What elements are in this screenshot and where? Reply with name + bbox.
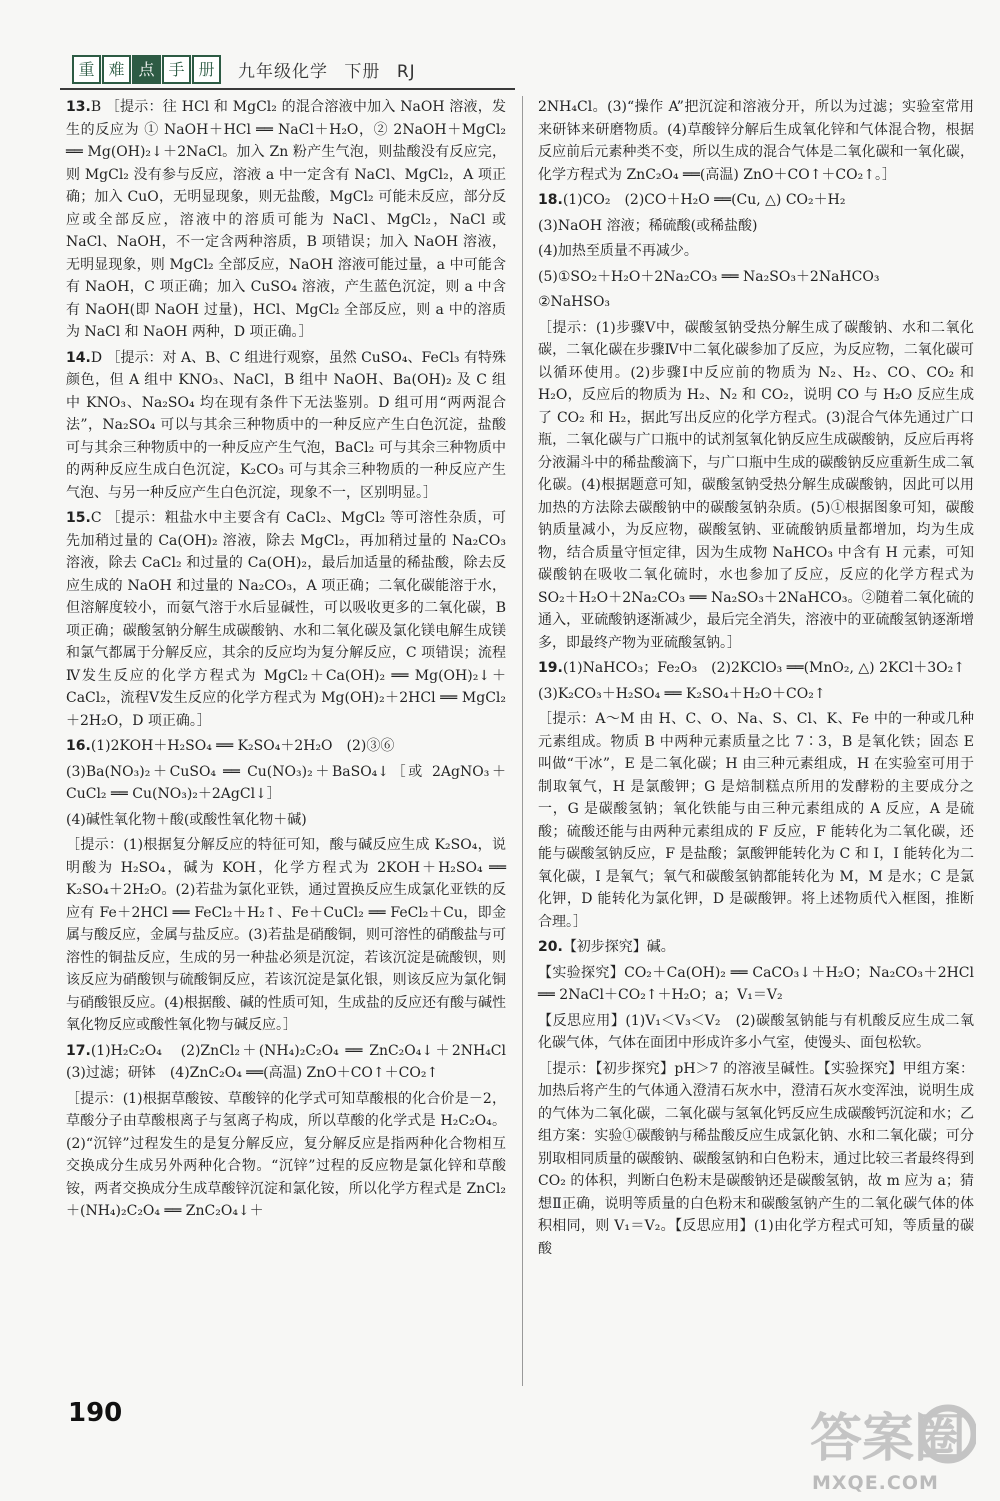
answer-paragraph	[538, 240, 974, 263]
logo-char: 难	[102, 55, 131, 84]
subject-title: 九年级化学	[238, 61, 328, 82]
answer-text: C ［提示：粗盐水中主要含有 CaCl₂、MgCl₂ 等可溶性杂质，可先加稍过量的 Ca(OH)₂ 溶液，除去 MgCl₂，再加稍过量的 Na₂CO₃ 溶液，除去 CaCl₂ 和过量的 Ca(OH)₂，最后加适量的稀盐酸，除去反应生成的 NaOH 和过量的 Na₂CO₃，A 项正确；二氧化碳能溶于水，但溶解度较小，而氨气溶于水后显碱性，可以吸收更多的二氧化碳，B 项正确；碳酸氢钠分解生成碳酸钠、水和二氧化碳及氯化镁电解生成镁和氯气都属于分解反应，其余的反应均为复分解反应，C 项错误；流程Ⅳ发生反应的化学方程式为 MgCl₂＋Ca(OH)₂ ══ Mg(OH)₂↓＋CaCl₂，流程Ⅴ发生反应的化学方程式为 Mg(OH)₂＋2HCl ══ MgCl₂＋2H₂O，D 项正确。］	[66, 510, 506, 729]
answer-paragraph	[66, 1040, 520, 1085]
answer-paragraph	[538, 962, 974, 1007]
answer-text: D ［提示：对 A、B、C 组进行观察，虽然 CuSO₄、FeCl₃ 有特殊颜色，但 A 组中 KNO₃、NaCl，B 组中 NaOH、Ba(OH)₂ 及 C 组中 KNO₃、Na₂SO₄ 均在现有条件下无法鉴别。D 组可用“两两混合法”，Na₂SO₄ 可以与其余三种物质中的一种反应产生白色沉淀，盐酸可与其余三种物质中的一种反应产生气泡，BaCl₂ 可与其余三种物质中的两种反应生成白色沉淀，K₂CO₃ 可与其余三种物质的一种反应产生气泡、与另一种反应产生白色沉淀，现象不一，区别明显。］	[66, 349, 506, 501]
answer-text: (4)加热至质量不再减少。	[538, 243, 698, 259]
answer-paragraph	[66, 761, 506, 806]
question-number: 13.	[66, 99, 91, 115]
answer-paragraph	[538, 1058, 974, 1261]
answer-item	[538, 96, 974, 186]
answer-text: 【反思应用】(1)V₁＜V₃＜V₂ (2)碳酸氢钠能与有机酸反应生成二氧化碳气体，气体在面团中形成许多小气室，使馒头、面包松软。	[538, 1012, 974, 1051]
answer-text: ［提示：(1)根据草酸铵、草酸锌的化学式可知草酸根的化合价是－2，草酸分子由草酸根离子与氢离子构成，所以草酸的化学式是 H₂C₂O₄。(2)“沉锌”过程发生的是复分解反应，复分解反应是指两种化合物相互交换成分生成另外两种化合物。“沉锌”过程的反应物是氯化锌和草酸铵，两者交换成分生成草酸锌沉淀和氯化铵，所以化学方程式是 ZnCl₂＋(NH₄)₂C₂O₄ ══ ZnC₂O₄↓＋	[66, 1090, 506, 1219]
answer-text: (5)①SO₂＋H₂O＋2Na₂CO₃ ══ Na₂SO₃＋2NaHCO₃	[538, 268, 880, 285]
answer-item	[66, 735, 506, 1037]
watermark-main-text: 答案圈	[810, 1409, 967, 1469]
answer-text: (4)碱性氧化物＋酸(或酸性氧化物＋碱)	[66, 811, 307, 828]
answer-text: ［提示：(1)步骤Ⅴ中，碳酸氢钠受热分解生成了碳酸钠、水和二氧化碳，二氧化碳在步骤Ⅳ中二氧化碳参加了反应，为反应物，二氧化碳可以循环使用。(2)步骤Ⅰ中反应前的物质为 N₂、H₂、CO、CO₂ 和 H₂O，反应后的物质为 H₂、N₂ 和 CO₂，说明 CO 与 H₂O 反应生成了 CO₂ 和 H₂，据此写出反应的化学方程式。(3)混合气体先通过广口瓶，二氧化碳与广口瓶中的试剂氢氧化钠反应生成碳酸钠，反应后再将分液漏斗中的稀盐酸滴下，与广口瓶中生成的碳酸钠反应重新生成二氧化碳。(4)根据题意可知，碳酸氢钠受热分解生成碳酸钠，因此可以用加热的方法除去碳酸钠中的碳酸氢钠杂质。(5)①根据图象可知，碳酸钠质量减小，为反应物，碳酸氢钠、亚硫酸钠质量都增加，均为生成物，结合质量守恒定律，因为生成物 NaHCO₃ 中含有 H 元素，可知碳酸钠在吸收二氧化硫时，水也参加了反应，反应的化学方程式为 SO₂＋H₂O＋2Na₂CO₃ ══ Na₂SO₃＋2NaHCO₃。②随着二氧化硫的通入，亚硫酸钠逐渐减少，最后完全消失，溶液中的亚硫酸氢钠逐渐增多，即最终产物为亚硫酸氢钠。］	[538, 319, 974, 651]
book-logo	[72, 55, 222, 84]
edition-label: RJ	[396, 61, 416, 82]
answer-text: B ［提示：往 HCl 和 MgCl₂ 的混合溶液中加入 NaOH 溶液，发生的反应为 ① NaOH＋HCl ══ NaCl＋H₂O，② 2NaOH＋MgCl₂ ══ Mg(OH)₂↓＋2NaCl。加入 Zn 粉产生气泡，则盐酸没有反应完，则 MgCl₂ 没有参与反应，溶液 a 中一定含有 NaCl、MgCl₂，A 项正确；加入 CuO，无明显现象，则无盐酸，MgCl₂ 可能未反应，部分反应或全部反应，溶液中的溶质可能为 NaCl、MgCl₂，NaCl 或 NaCl、NaOH，不一定含两种溶质，B 项错误；加入 NaOH 溶液，无明显现象，则 MgCl₂ 全部反应，NaOH 溶液可能过量，a 中可能含有 NaOH，C 项正确；加入 CuSO₄ 溶液，产生蓝色沉淀，则 a 中含有 NaOH(即 NaOH 过量)，HCl、MgCl₂ 全部反应，则 a 中的溶质为 NaCl 和 NaOH 两种，D 项正确。］	[66, 99, 506, 340]
page-header	[72, 52, 426, 86]
answer-paragraph	[538, 266, 974, 289]
answer-item	[538, 936, 974, 1260]
answer-text: 【实验探究】CO₂＋Ca(OH)₂ ══ CaCO₃↓＋H₂O；Na₂CO₃＋2HCl ══ 2NaCl＋CO₂↑＋H₂O；a；V₁＝V₂	[538, 964, 974, 1003]
question-number: 18.	[538, 192, 563, 208]
answer-text: 【初步探究】碱。	[562, 939, 675, 955]
answer-paragraph	[538, 189, 974, 212]
question-number: 19.	[538, 660, 563, 676]
answer-paragraph	[66, 96, 506, 344]
answer-paragraph	[538, 683, 974, 706]
answer-text: (1)H₂C₂O₄ (2)ZnCl₂＋(NH₄)₂C₂O₄ ══ ZnC₂O₄↓＋2NH₄Cl (3)过滤；研钵 (4)ZnC₂O₄ ══(高温) ZnO＋CO↑＋CO₂↑	[66, 1042, 520, 1081]
logo-char: 重	[72, 55, 101, 84]
answer-item	[538, 657, 974, 933]
answer-item	[66, 507, 506, 732]
answer-paragraph	[538, 96, 974, 186]
header-title	[238, 57, 426, 82]
answer-paragraph	[66, 507, 506, 732]
question-number: 14.	[66, 349, 91, 366]
answer-text: (3)K₂CO₃＋H₂SO₄ ══ K₂SO₄＋H₂O＋CO₂↑	[538, 685, 826, 702]
column-divider	[522, 96, 523, 1386]
answer-paragraph	[538, 936, 974, 959]
answer-text: ［提示：【初步探究】pH＞7 的溶液呈碱性。【实验探究】甲组方案：加热后将产生的气体通入澄清石灰水中，澄清石灰水变浑浊，说明生成的气体为二氧化碳，二氧化碳与氢氧化钙反应生成碳酸钙沉淀和水；乙组方案：实验①碳酸钠与稀盐酸反应生成氯化钠、水和二氧化碳；可分别取相同质量的碳酸钠、碳酸氢钠和白色粉末，通过比较三者最终得到 CO₂ 的体积，判断白色粉末是碳酸钠还是碳酸氢钠，故 m 应为 a；猜想Ⅱ正确，说明等质量的白色粉末和碳酸氢钠产生的二氧化碳气体的体积相同，则 V₁＝V₂。【反思应用】(1)由化学方程式可知，等质量的碳酸	[538, 1060, 974, 1257]
answer-paragraph	[66, 1088, 506, 1223]
right-column	[538, 96, 974, 1263]
logo-char: 手	[162, 55, 191, 84]
logo-char: 点	[132, 55, 161, 84]
answer-text: (3)Ba(NO₃)₂＋CuSO₄ ══ Cu(NO₃)₂＋BaSO₄↓［或 2AgNO₃＋CuCl₂ ══ Cu(NO₃)₂＋2AgCl↓］	[66, 763, 506, 802]
watermark-graphic	[806, 1398, 976, 1472]
answer-paragraph	[66, 834, 506, 1037]
question-number: 17.	[66, 1042, 91, 1059]
watermark-url: MXQE.COM	[812, 1472, 939, 1494]
question-number: 16.	[66, 738, 91, 754]
answer-text: ［提示：A～M 由 H、C、O、Na、S、Cl、K、Fe 中的一种或几种元素组成。物质 B 中两种元素质量之比 7∶3，B 是氧化铁；固态 E 叫做“干冰”，E 是二氧化碳；H 由三种元素组成，H 在实验室可用于制取氧气，H 是氯酸钾；G 是焙制糕点所用的发酵粉的主要成分之一，G 是碳酸氢钠；氧化铁能与由三种元素组成的 A 反应，A 是硫酸；硫酸还能与由两种元素组成的 F 反应，F 能转化为二氧化碳，还能与碳酸氢钠反应，F 是盐酸；氯酸钾能转化为 C 和 I，I 能转化为二氧化碳，I 是氧气；氧气和碳酸氢钠都能转化为 M，M 是水；C 是氯化钾，D 能转化为氯化钾，D 是碳酸钾。将上述物质代入框图，推断合理。］	[538, 711, 974, 930]
left-column	[66, 96, 520, 1226]
question-number: 15.	[66, 510, 91, 526]
answer-item	[538, 189, 974, 654]
answer-paragraph	[538, 291, 974, 314]
answer-text: (1)NaHCO₃；Fe₂O₃ (2)2KClO₃ ══(MnO₂, △) 2KCl＋3O₂↑	[562, 660, 965, 676]
answer-paragraph	[66, 735, 506, 758]
page-number: 190	[68, 1398, 123, 1428]
answer-paragraph	[538, 1010, 974, 1055]
answer-paragraph	[538, 708, 974, 933]
answer-text: ［提示：(1)根据复分解反应的特征可知，酸与碱反应生成 K₂SO₄，说明酸为 H₂SO₄，碱为 KOH，化学方程式为 2KOH＋H₂SO₄ ══ K₂SO₄＋2H₂O。(2)若盐为氯化亚铁，通过置换反应生成氯化亚铁的反应有 Fe＋2HCl ══ FeCl₂＋H₂↑、Fe＋CuCl₂ ══ FeCl₂＋Cu，即金属与酸反应，金属与盐反应。(3)若盐是硝酸铜，则可溶性的硝酸盐与可溶性的铜盐反应，生成的另一种盐必须是沉淀，若该沉淀是硫酸钡，则该反应为硝酸钡与硫酸铜反应，若该沉淀是氯化银，则该反应为氯化铜与硝酸银反应。(4)根据酸、碱的性质可知，生成盐的反应还有酸与碱性氧化物反应或酸性氧化物与碱反应。］	[66, 837, 506, 1033]
answer-item	[66, 96, 506, 344]
question-number: 20.	[538, 939, 563, 955]
answer-item	[66, 1040, 520, 1223]
answer-paragraph	[66, 347, 506, 505]
answer-text: 2NH₄Cl。(3)“操作 A”把沉淀和溶液分开，所以为过滤；实验室常用来研钵来研磨物质。(4)草酸锌分解后生成氧化锌和气体混合物，根据反应前后元素种类不变，所以生成的混合气体是二氧化碳和一氧化碳，化学方程式为 ZnC₂O₄ ══(高温) ZnO＋CO↑＋CO₂↑。］	[538, 99, 974, 183]
answer-text: (3)NaOH 溶液；稀硫酸(或稀盐酸)	[538, 217, 758, 234]
answer-paragraph	[538, 215, 974, 238]
watermark-logo	[806, 1398, 976, 1494]
answer-paragraph	[538, 657, 974, 680]
answer-paragraph	[66, 809, 506, 832]
header-rule	[60, 88, 515, 90]
answer-text: ②NaHSO₃	[538, 294, 611, 310]
answer-paragraph	[538, 317, 974, 655]
answer-text: (1)2KOH＋H₂SO₄ ══ K₂SO₄＋2H₂O (2)③⑥	[90, 738, 395, 754]
answer-text: (1)CO₂ (2)CO＋H₂O ══(Cu, △) CO₂＋H₂	[562, 192, 846, 208]
answer-item	[66, 347, 506, 505]
logo-char: 册	[192, 55, 221, 84]
volume-label: 下册	[344, 61, 381, 82]
